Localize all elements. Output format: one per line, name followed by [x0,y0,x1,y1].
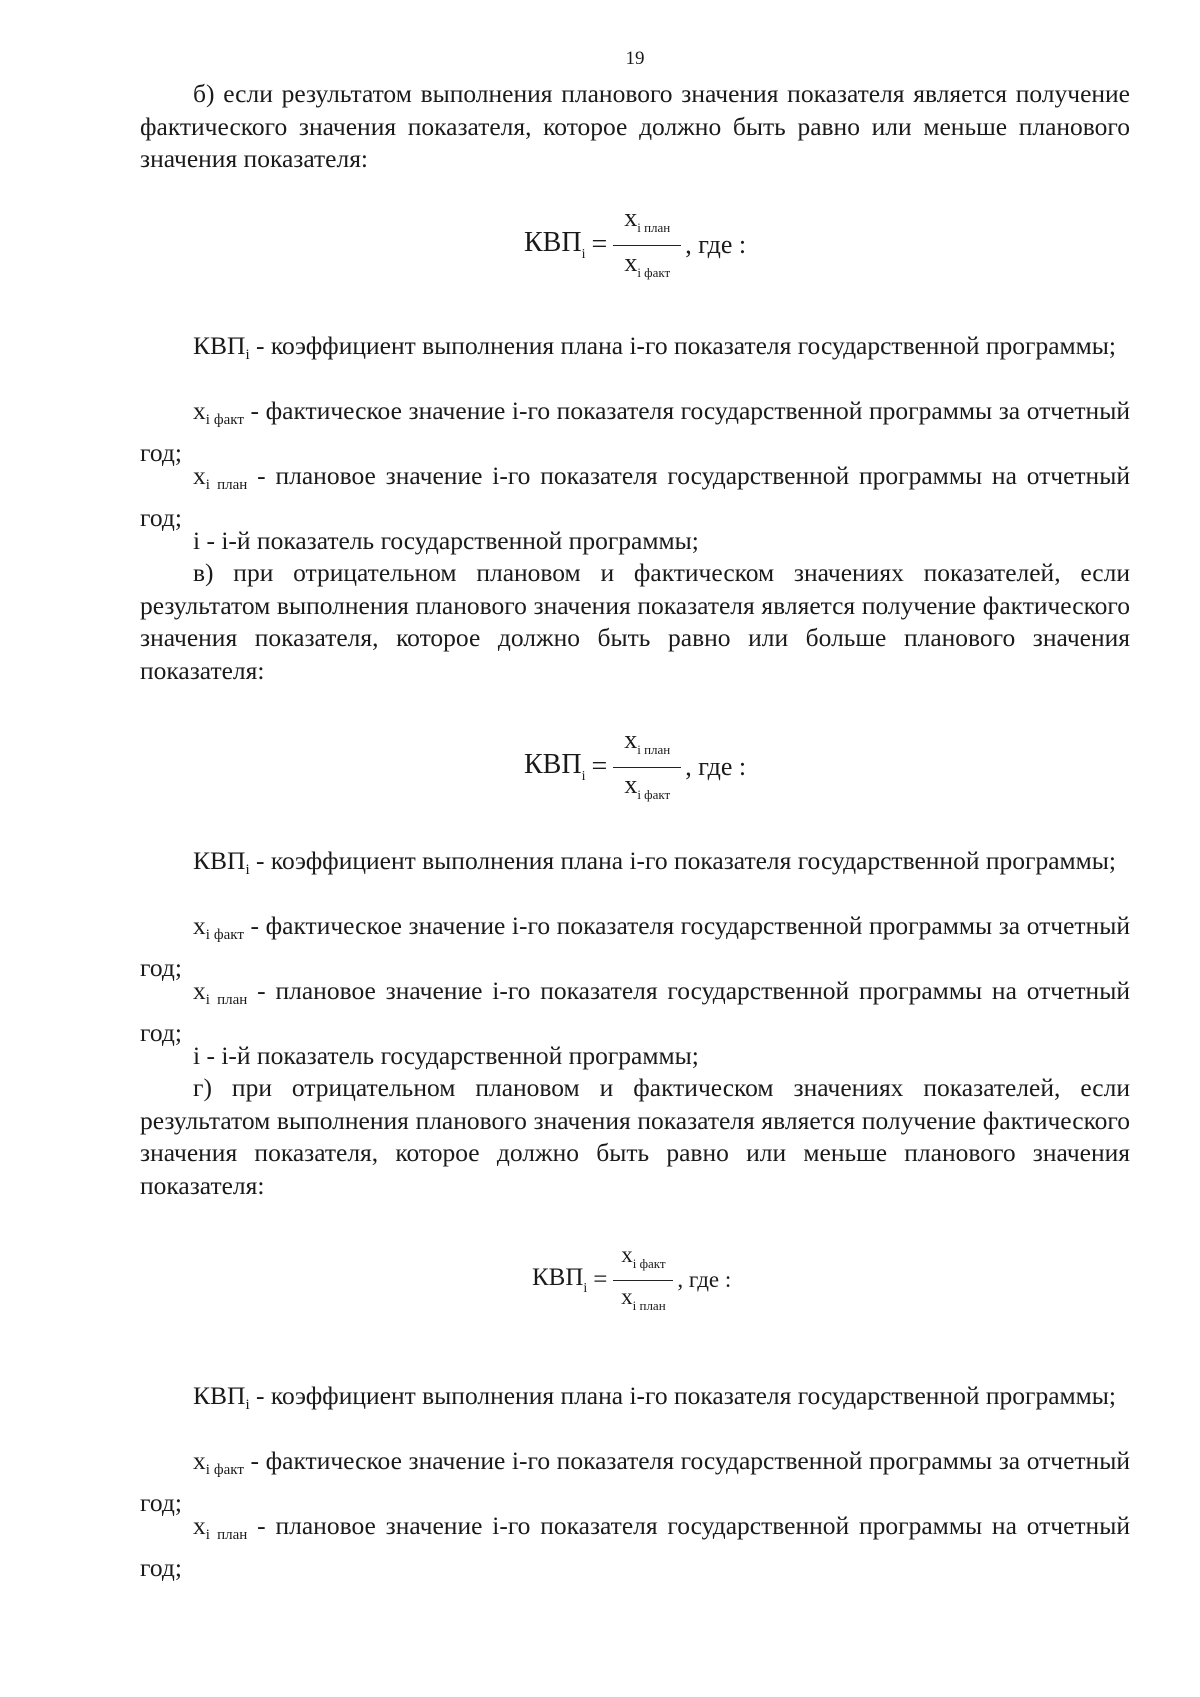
formula-numerator: $x_{i план}$ [624,724,671,757]
formula-numerator: $x_{i план}$ [624,202,671,235]
definition-x-plan: $x_{i план}$ - плановое значение i-го показателя государственной программы на отчетный год; [140,976,1130,1047]
fraction-bar [613,1280,673,1281]
definition-i: i - i-й показатель государственной программы; [193,526,699,555]
fraction-bar [613,767,681,768]
formula-denominator: $x_{i план}$ [621,1283,666,1313]
definition-kvp: $КВП_i$ - коэффициент выполнения плана i-го показателя государственной программы; [193,846,1117,878]
paragraph-v: в) при отрицательном плановом и фактическом значениях показателей, если результатом выполнения планового значения показателя является получение фактического значения показателя, которое должно быть равно или больше планового значения показателя: [140,558,1130,685]
definition-kvp: $КВП_i$ - коэффициент выполнения плана i-го показателя государственной программы; [193,1381,1117,1413]
formula-denominator: $x_{i факт}$ [624,247,671,280]
formula-1 [524,202,747,285]
definition-x-plan: $x_{i план}$ - плановое значение i-го показателя государственной программы на отчетный год; [140,461,1130,532]
definition-i: i - i-й показатель государственной программы; [193,1041,699,1070]
paragraph-g: г) при отрицательном плановом и фактическом значениях показателей, если результатом выполнения планового значения показателя является получение фактического значения показателя, которое должно быть равно или меньше планового значения показателя: [140,1073,1130,1200]
formula-lhs: $КВП_i$ [532,1263,588,1296]
formula-equals: = [591,751,608,782]
formula-tail: , где : [677,1267,732,1292]
definition-x-plan: $x_{i план}$ - плановое значение i-го показателя государственной программы на отчетный год; [140,1511,1130,1582]
formula-equals: = [593,1266,608,1293]
formula-fraction [613,725,681,810]
formula-tail: , где : [685,230,747,259]
definition-x-fact: $x_{i факт}$ - фактическое значение i-го показателя государственной программы за отчетный год; [140,396,1130,467]
paragraph-b: б) если результатом выполнения планового значения показателя является получение фактического значения показателя, которое должно быть равно или меньше планового значения показателя: [140,79,1130,173]
formula-lhs: $КВП_i$ [524,749,586,784]
formula-tail: , где : [685,752,747,781]
formula-denominator: $x_{i факт}$ [624,769,671,802]
formula-2 [524,724,747,807]
formula-3 [532,1240,731,1320]
definition-x-fact: $x_{i факт}$ - фактическое значение i-го показателя государственной программы за отчетный год; [140,911,1130,982]
page-number: 19 [625,48,645,69]
formula-fraction [613,1241,673,1320]
formula-lhs: $КВП_i$ [524,227,586,262]
formula-equals: = [591,229,608,260]
definition-x-fact: $x_{i факт}$ - фактическое значение i-го показателя государственной программы за отчетный год; [140,1446,1130,1517]
formula-fraction [613,203,681,288]
fraction-bar [613,245,681,246]
formula-numerator: $x_{i факт}$ [621,1241,666,1271]
definition-kvp: $КВП_i$ - коэффициент выполнения плана i-го показателя государственной программы; [193,331,1117,363]
